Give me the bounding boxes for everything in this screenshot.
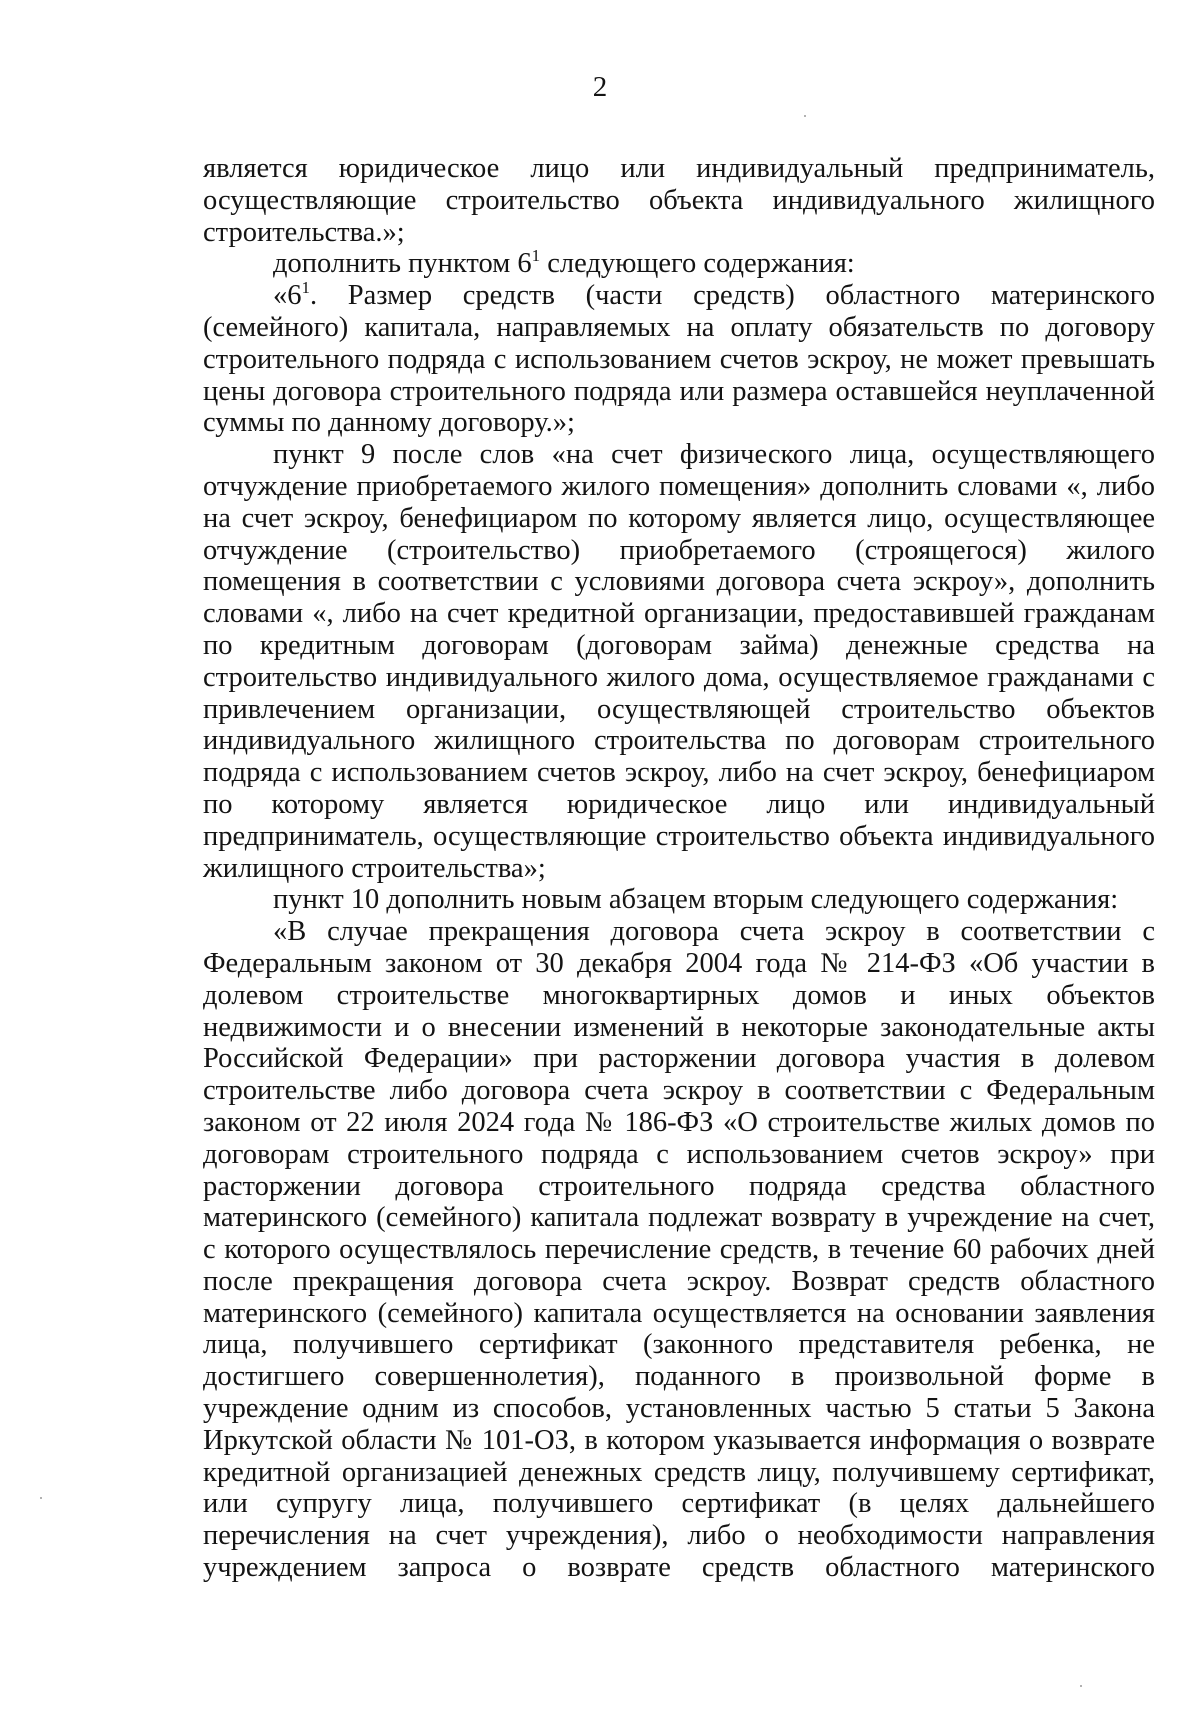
paragraph-text-end: . Размер средств (части средств) областного материнского (семейного) капитала, направляемых на оплату обязательств по договору строительного подряда с использованием счетов эскроу, не может превышать цены договора строительного подряда или размера оставшейся неуплаченной суммы по данному договору.»;	[203, 280, 1155, 439]
superscript-index: 1	[531, 246, 541, 266]
scan-speck	[40, 1497, 42, 1499]
scan-speck	[804, 115, 806, 117]
paragraph-item-6-1-text	[203, 280, 1155, 439]
superscript-index: 1	[301, 278, 310, 298]
paragraph-item-10-amendment: пункт 10 дополнить новым абзацем вторым следующего содержания:	[273, 884, 1119, 916]
paragraph-text-start: «6	[273, 280, 302, 312]
page-number: 2	[592, 71, 608, 103]
paragraph-text-start: дополнить пунктом 6	[273, 248, 532, 280]
paragraph-add-item-6-1	[203, 248, 1155, 280]
scan-speck	[1080, 1685, 1082, 1687]
paragraph-item-9-amendment: пункт 9 после слов «на счет физического лица, осуществляющего отчуждение приобретаемого жилого помещения» дополнить словами «, либо на счет эскроу, бенефициаром по которому является лицо, осуществляющее отчуждение (строительство) приобретаемого (строящегося) жилого помещения в соответствии с условиями договора счета эскроу», дополнить словами «, либо на счет кредитной организации, предоставившей гражданам по кредитным договорам (договорам займа) денежные средства на строительство индивидуального жилого дома, осуществляемое гражданами с привлечением организации, осуществляющей строительство объектов индивидуального жилищного строительства по договорам строительного подряда с использованием счетов эскроу, либо на счет эскроу, бенефициаром по которому является юридическое лицо или индивидуальный предприниматель, осуществляющие строительство объекта индивидуального жилищного строительства»;	[203, 439, 1155, 884]
paragraph-text-end: следующего содержания:	[540, 248, 855, 280]
paragraph-continuation: является юридическое лицо или индивидуальный предприниматель, осуществляющие строительство объекта индивидуального жилищного строительства.»;	[203, 153, 1155, 248]
document-body	[203, 153, 1155, 1584]
paragraph-item-10-new-text: «В случае прекращения договора счета эскроу в соответствии с Федеральным законом от 30 декабря 2004 года № 214-ФЗ «Об участии в долевом строительстве многоквартирных домов и иных объектов недвижимости и о внесении изменений в некоторые законодательные акты Российской Федерации» при расторжении договора участия в долевом строительстве либо договора счета эскроу в соответствии с Федеральным законом от 22 июля 2024 года № 186-ФЗ «О строительстве жилых домов по договорам строительного подряда с использованием счетов эскроу» при расторжении договора строительного подряда средства областного материнского (семейного) капитала подлежат возврату в учреждение на счет, с которого осуществлялось перечисление средств, в течение 60 рабочих дней после прекращения договора счета эскроу. Возврат средств областного материнского (семейного) капитала осуществляется на основании заявления лица, получившего сертификат (законного представителя ребенка, не достигшего совершеннолетия), поданного в произвольной форме в учреждение одним из способов, установленных частью 5 статьи 5 Закона Иркутской области № 101-ОЗ, в котором указывается информация о возврате кредитной организацией денежных средств лицу, получившему сертификат, или супругу лица, получившего сертификат (в целях дальнейшего перечисления на счет учреждения), либо о необходимости направления учреждением запроса о возврате средств областного материнского	[203, 916, 1155, 1584]
